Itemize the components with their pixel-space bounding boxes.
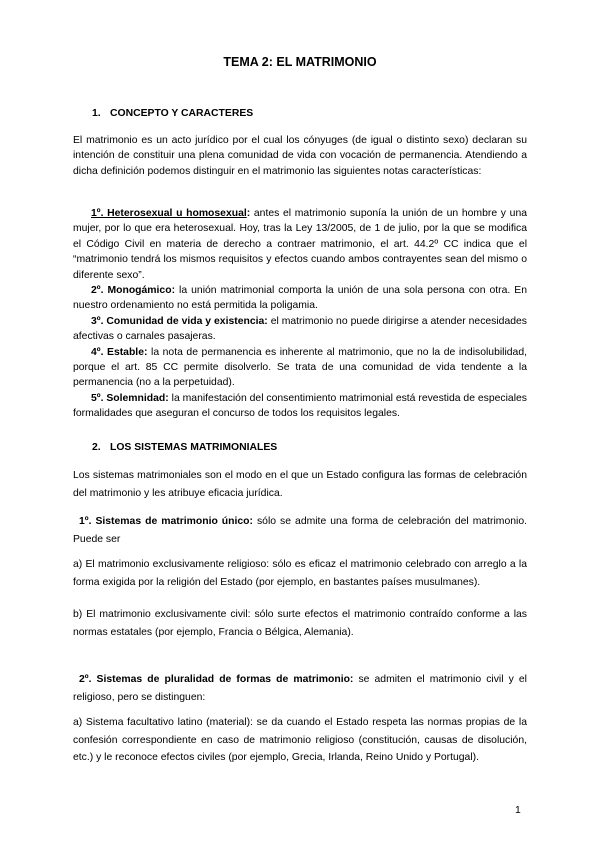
note-3-label: 3º. Comunidad de vida y existencia: [91, 315, 265, 327]
note-3-label-wrap: [91, 316, 268, 327]
note-4-label-wrap: [91, 347, 147, 358]
unique-systems-paragraph: [73, 513, 527, 548]
plural-item-a: a) Sistema facultativo latino (material): se da cuando el Estado respeta las normas propias de la confesión correspondiente en caso de matrimonio religioso (constitución, causas de disolución, etc.) y le reconoce efectos civiles (por ejemplo, Grecia, Irlanda, Reino Unido y Portugal).: [73, 717, 527, 764]
note-5-text: la manifestación del consentimiento matrimonial está revestida de especiales formalidades que aseguran el concurso de todos los requisitos legales.: [73, 392, 527, 420]
note-1-sep: :: [246, 208, 251, 219]
note-5: [73, 391, 527, 422]
section-2-number: 2.: [92, 442, 101, 453]
section-1-intro: El matrimonio es un acto jurídico por el cual los cónyuges (de igual o distinto sexo) declaran su intención de constituir una plena comunidad de vida con vocación de permanencia. Atendiendo a dicha definición podemos distinguir en el matrimonio las siguientes notas características:: [73, 135, 527, 177]
plural-systems-paragraph: [73, 671, 527, 706]
plural-systems-label: 2º. Sistemas de pluralidad de formas de matrimonio:: [79, 674, 354, 685]
note-1-label: 1º. Heterosexual u homosexual: [91, 208, 247, 219]
note-5-sep: :: [165, 392, 169, 404]
note-2-label: 2º. Monogámico: [91, 285, 172, 297]
section-1-number: 1.: [92, 108, 101, 119]
note-2-label-wrap: [91, 285, 175, 296]
unique-systems-text: sólo se admite una forma de celebración del matrimonio. Puede ser: [73, 516, 527, 545]
note-1-text: antes el matrimonio suponía la unión de un hombre y una mujer, por lo que era heterosexual. Hoy, tras la Ley 13/2005, de 1 de julio, por la que se modifica el Código Civil en materia de derecho a contraer matrimonio, el art. 44.2º CC indica que el “matrimonio tendrá los mismos requisitos y efectos cuando ambos contrayentes sean del mismo o diferente sexo”.: [73, 208, 527, 281]
section-2-heading: [92, 440, 277, 455]
plural-systems-text: se admiten el matrimonio civil y el religioso, pero se distinguen:: [73, 674, 527, 703]
note-3-text: el matrimonio no puede dirigirse a atender necesidades afectivas o carnales pasajeras.: [73, 315, 527, 343]
note-2-text: la unión matrimonial comporta la unión de una sola persona con otra. En nuestro ordenamiento no está permitida la poligamia.: [73, 285, 528, 312]
note-4-label: 4º. Estable: [91, 346, 144, 358]
note-4: [73, 345, 527, 391]
unique-systems-label: 1º. Sistemas de matrimonio único:: [79, 516, 253, 527]
note-2-sep: :: [171, 285, 176, 297]
note-1: [73, 206, 527, 283]
unique-item-b: b) El matrimonio exclusivamente civil: sólo surte efectos el matrimonio contraído conforme a las normas estatales (por ejemplo, Francia o Bélgica, Alemania).: [73, 609, 527, 638]
note-2: [73, 283, 527, 314]
section-1-heading: [92, 106, 253, 121]
unique-item-a: a) El matrimonio exclusivamente religioso: sólo es eficaz el matrimonio celebrado con arreglo a la forma exigida por la religión del Estado (por ejemplo, en bastantes países musulmanes).: [73, 559, 527, 588]
note-4-sep: :: [143, 346, 148, 358]
note-3: [73, 314, 527, 345]
section-2-intro: Los sistemas matrimoniales son el modo en el que un Estado configura las formas de celebración del matrimonio y les atribuye eficacia jurídica.: [73, 470, 527, 499]
section-2-title: LOS SISTEMAS MATRIMONIALES: [110, 442, 278, 453]
note-1-label-wrap: [91, 208, 250, 219]
characteristics-list: [73, 206, 527, 422]
note-5-label: 5º. Solemnidad: [91, 392, 166, 404]
note-5-label-wrap: [91, 393, 169, 404]
page-title: TEMA 2: EL MATRIMONIO: [223, 55, 377, 69]
section-1-title: CONCEPTO Y CARACTERES: [110, 108, 254, 119]
page-number: 1: [515, 805, 521, 816]
note-4-text: la nota de permanencia es inherente al matrimonio, que no la de indisolubilidad, porque el art. 85 CC permite disolverlo. Se trata de una comunidad de vida tendente a la permanencia (no a la perpetuidad).: [73, 346, 527, 389]
note-3-sep: :: [264, 315, 268, 327]
